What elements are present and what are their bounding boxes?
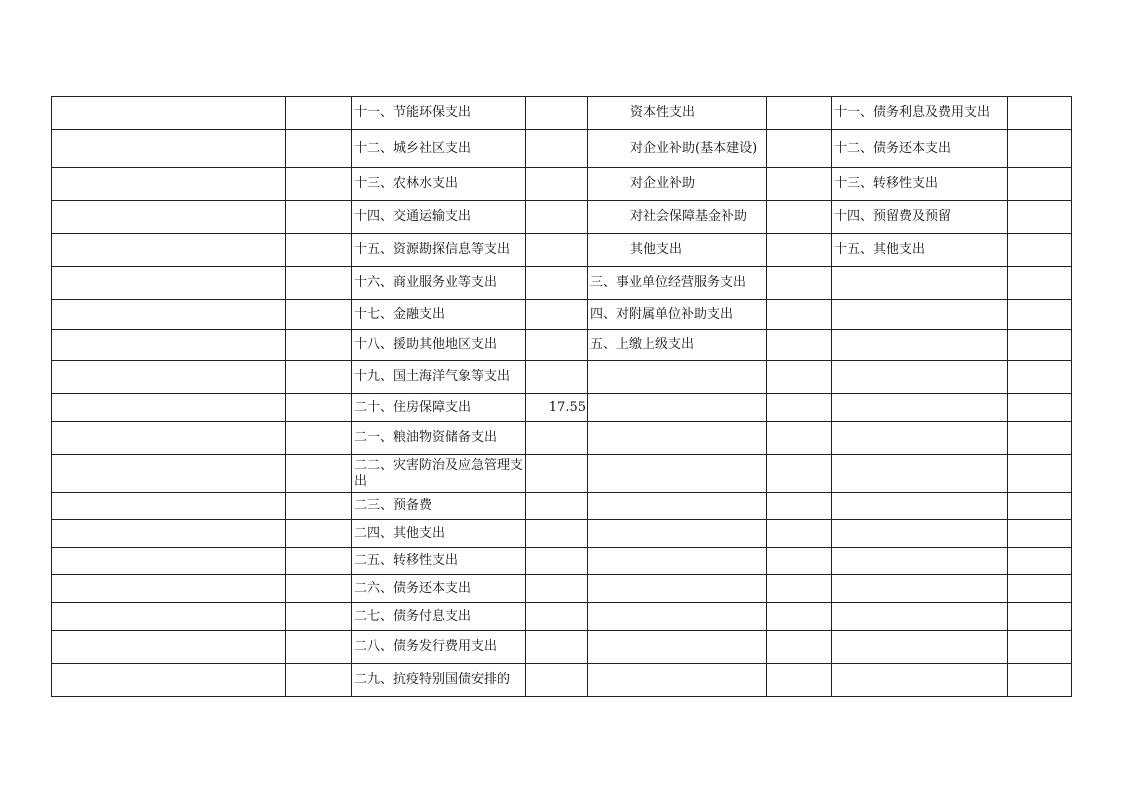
government-amount-cell: [1008, 97, 1072, 130]
government-amount-cell: [1008, 267, 1072, 300]
economic-amount-cell: [767, 201, 832, 234]
government-item-cell: [832, 361, 1008, 394]
blank-cell-b: [286, 201, 352, 234]
government-item-cell: [832, 575, 1008, 603]
blank-cell-b: [286, 97, 352, 130]
functional-amount-cell: [526, 631, 588, 664]
blank-cell-b: [286, 422, 352, 455]
functional-item-cell: 二三、预备费: [352, 493, 526, 520]
government-amount-cell: [1008, 361, 1072, 394]
economic-amount-cell: [767, 330, 832, 361]
functional-amount-cell: [526, 603, 588, 631]
government-amount-cell: [1008, 493, 1072, 520]
government-item-cell: [832, 493, 1008, 520]
economic-item-cell: [588, 631, 767, 664]
blank-cell-a: [52, 520, 286, 548]
economic-amount-cell: [767, 234, 832, 267]
economic-amount-cell: [767, 394, 832, 422]
government-item-cell: [832, 664, 1008, 697]
blank-cell-a: [52, 300, 286, 330]
table-row: [52, 168, 1072, 201]
economic-item-cell: 其他支出: [588, 234, 767, 267]
functional-item-cell: 二十、住房保障支出: [352, 394, 526, 422]
functional-amount-cell: [526, 493, 588, 520]
economic-amount-cell: [767, 267, 832, 300]
government-item-cell: [832, 330, 1008, 361]
government-amount-cell: [1008, 234, 1072, 267]
functional-item-cell: 二五、转移性支出: [352, 548, 526, 575]
functional-amount-cell: [526, 300, 588, 330]
blank-cell-b: [286, 300, 352, 330]
government-amount-cell: [1008, 422, 1072, 455]
government-item-cell: [832, 631, 1008, 664]
functional-amount-cell: [526, 422, 588, 455]
economic-amount-cell: [767, 300, 832, 330]
blank-cell-a: [52, 548, 286, 575]
table-row: [52, 130, 1072, 168]
blank-cell-b: [286, 234, 352, 267]
blank-cell-a: [52, 664, 286, 697]
blank-cell-a: [52, 168, 286, 201]
blank-cell-a: [52, 455, 286, 493]
blank-cell-b: [286, 603, 352, 631]
economic-amount-cell: [767, 520, 832, 548]
economic-item-cell: [588, 455, 767, 493]
functional-item-cell: 二七、债务付息支出: [352, 603, 526, 631]
table-row: [52, 300, 1072, 330]
blank-cell-b: [286, 493, 352, 520]
functional-item-cell: 十八、援助其他地区支出: [352, 330, 526, 361]
blank-cell-a: [52, 234, 286, 267]
table-row: [52, 493, 1072, 520]
functional-item-cell: 二一、粮油物资储备支出: [352, 422, 526, 455]
economic-amount-cell: [767, 455, 832, 493]
economic-amount-cell: [767, 603, 832, 631]
economic-amount-cell: [767, 97, 832, 130]
government-item-cell: [832, 455, 1008, 493]
functional-amount-cell: [526, 361, 588, 394]
economic-item-cell: [588, 394, 767, 422]
functional-amount-cell: 17.55: [526, 394, 588, 422]
functional-item-cell: 二四、其他支出: [352, 520, 526, 548]
functional-item-cell: 二八、债务发行费用支出: [352, 631, 526, 664]
blank-cell-b: [286, 548, 352, 575]
economic-item-cell: [588, 422, 767, 455]
economic-item-cell: 对企业补助: [588, 168, 767, 201]
blank-cell-a: [52, 267, 286, 300]
table-row: [52, 575, 1072, 603]
table-row: [52, 603, 1072, 631]
functional-item-cell: 十九、国土海洋气象等支出: [352, 361, 526, 394]
economic-item-cell: [588, 520, 767, 548]
functional-amount-cell: [526, 97, 588, 130]
functional-amount-cell: [526, 168, 588, 201]
government-amount-cell: [1008, 575, 1072, 603]
government-item-cell: [832, 267, 1008, 300]
government-item-cell: [832, 520, 1008, 548]
government-item-cell: 十一、债务利息及费用支出: [832, 97, 1008, 130]
functional-item-cell: 十一、节能环保支出: [352, 97, 526, 130]
functional-item-cell: 十六、商业服务业等支出: [352, 267, 526, 300]
government-amount-cell: [1008, 664, 1072, 697]
functional-amount-cell: [526, 130, 588, 168]
blank-cell-b: [286, 267, 352, 300]
table-row: [52, 361, 1072, 394]
government-amount-cell: [1008, 300, 1072, 330]
government-amount-cell: [1008, 330, 1072, 361]
economic-amount-cell: [767, 548, 832, 575]
government-amount-cell: [1008, 603, 1072, 631]
government-item-cell: [832, 300, 1008, 330]
government-item-cell: 十五、其他支出: [832, 234, 1008, 267]
economic-amount-cell: [767, 631, 832, 664]
table-row: [52, 548, 1072, 575]
government-amount-cell: [1008, 631, 1072, 664]
table-row: [52, 664, 1072, 697]
budget-expenditure-table: [51, 96, 1072, 697]
functional-item-cell: 十五、资源勘探信息等支出: [352, 234, 526, 267]
table-row: [52, 234, 1072, 267]
functional-amount-cell: [526, 520, 588, 548]
table-row: [52, 520, 1072, 548]
functional-amount-cell: [526, 548, 588, 575]
functional-item-cell: 十七、金融支出: [352, 300, 526, 330]
functional-amount-cell: [526, 267, 588, 300]
blank-cell-b: [286, 664, 352, 697]
economic-item-cell: [588, 493, 767, 520]
blank-cell-b: [286, 575, 352, 603]
government-amount-cell: [1008, 548, 1072, 575]
blank-cell-b: [286, 330, 352, 361]
functional-item-cell: 二六、债务还本支出: [352, 575, 526, 603]
blank-cell-b: [286, 361, 352, 394]
blank-cell-a: [52, 422, 286, 455]
functional-amount-cell: [526, 664, 588, 697]
table-row: [52, 97, 1072, 130]
blank-cell-a: [52, 130, 286, 168]
government-item-cell: [832, 548, 1008, 575]
economic-amount-cell: [767, 168, 832, 201]
functional-item-cell: 十三、农林水支出: [352, 168, 526, 201]
economic-amount-cell: [767, 422, 832, 455]
government-amount-cell: [1008, 455, 1072, 493]
functional-amount-cell: [526, 201, 588, 234]
economic-item-cell: 对企业补助(基本建设): [588, 130, 767, 168]
government-item-cell: [832, 603, 1008, 631]
functional-amount-cell: [526, 234, 588, 267]
government-amount-cell: [1008, 130, 1072, 168]
government-item-cell: 十二、债务还本支出: [832, 130, 1008, 168]
blank-cell-b: [286, 130, 352, 168]
functional-item-cell: 十四、交通运输支出: [352, 201, 526, 234]
table-row: [52, 267, 1072, 300]
economic-amount-cell: [767, 664, 832, 697]
government-amount-cell: [1008, 168, 1072, 201]
government-item-cell: [832, 422, 1008, 455]
government-item-cell: 十四、预留费及预留: [832, 201, 1008, 234]
economic-amount-cell: [767, 130, 832, 168]
blank-cell-b: [286, 394, 352, 422]
blank-cell-a: [52, 97, 286, 130]
economic-item-cell: 三、事业单位经营服务支出: [588, 267, 767, 300]
blank-cell-a: [52, 575, 286, 603]
government-amount-cell: [1008, 201, 1072, 234]
table-row: [52, 330, 1072, 361]
economic-amount-cell: [767, 575, 832, 603]
blank-cell-b: [286, 520, 352, 548]
functional-item-cell: 十二、城乡社区支出: [352, 130, 526, 168]
economic-amount-cell: [767, 361, 832, 394]
table-row: [52, 394, 1072, 422]
government-item-cell: [832, 394, 1008, 422]
functional-amount-cell: [526, 330, 588, 361]
economic-item-cell: [588, 361, 767, 394]
government-amount-cell: [1008, 394, 1072, 422]
blank-cell-b: [286, 168, 352, 201]
blank-cell-a: [52, 631, 286, 664]
table-row: [52, 631, 1072, 664]
economic-item-cell: [588, 575, 767, 603]
economic-item-cell: [588, 664, 767, 697]
functional-item-cell: 二二、灾害防治及应急管理支出: [352, 455, 526, 493]
government-item-cell: 十三、转移性支出: [832, 168, 1008, 201]
economic-item-cell: [588, 548, 767, 575]
blank-cell-b: [286, 631, 352, 664]
blank-cell-a: [52, 361, 286, 394]
blank-cell-a: [52, 394, 286, 422]
economic-item-cell: 资本性支出: [588, 97, 767, 130]
table-row: [52, 455, 1072, 493]
functional-item-cell: 二九、抗疫特别国债安排的: [352, 664, 526, 697]
economic-item-cell: [588, 603, 767, 631]
table-row: [52, 422, 1072, 455]
table-row: [52, 201, 1072, 234]
economic-item-cell: 对社会保障基金补助: [588, 201, 767, 234]
blank-cell-a: [52, 603, 286, 631]
blank-cell-a: [52, 201, 286, 234]
economic-item-cell: 五、上缴上级支出: [588, 330, 767, 361]
blank-cell-b: [286, 455, 352, 493]
functional-amount-cell: [526, 455, 588, 493]
economic-amount-cell: [767, 493, 832, 520]
blank-cell-a: [52, 493, 286, 520]
government-amount-cell: [1008, 520, 1072, 548]
table-body: [52, 97, 1072, 697]
functional-amount-cell: [526, 575, 588, 603]
blank-cell-a: [52, 330, 286, 361]
economic-item-cell: 四、对附属单位补助支出: [588, 300, 767, 330]
